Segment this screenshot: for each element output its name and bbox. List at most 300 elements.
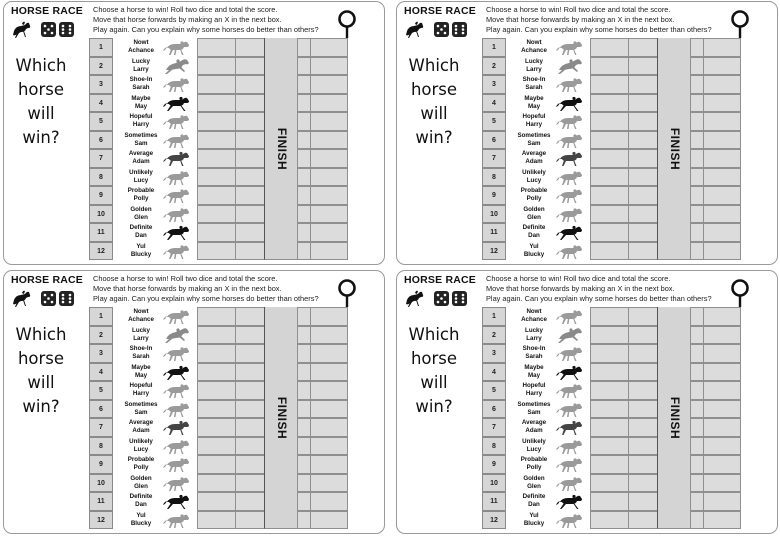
track-box[interactable] xyxy=(310,344,349,363)
track-box[interactable] xyxy=(310,168,349,187)
track-box[interactable] xyxy=(310,57,349,76)
horse-row xyxy=(482,363,744,382)
horse-number: 8 xyxy=(482,437,506,456)
track-box[interactable] xyxy=(590,186,629,205)
track-box[interactable] xyxy=(590,400,629,419)
horse-grey-icon xyxy=(161,132,195,149)
horse-grey-icon xyxy=(161,512,195,529)
track-box[interactable] xyxy=(197,381,236,400)
track-box[interactable] xyxy=(310,205,349,224)
horse-grey-icon xyxy=(161,475,195,492)
track-box[interactable] xyxy=(703,363,742,382)
track-box[interactable] xyxy=(590,344,629,363)
track-box[interactable] xyxy=(590,94,629,113)
horse-row xyxy=(89,474,351,493)
horse-and-dice-icon xyxy=(403,286,483,308)
horse-number: 8 xyxy=(482,168,506,187)
card-title: HORSE RACE xyxy=(404,274,477,286)
track-box[interactable] xyxy=(197,511,236,530)
horse-number: 4 xyxy=(482,94,506,113)
finish-post-icon xyxy=(337,10,357,38)
question-text: Which horse will win? xyxy=(15,56,67,147)
horse-name: Nowt Achance xyxy=(521,308,547,323)
track-box[interactable] xyxy=(197,344,236,363)
track-box[interactable] xyxy=(703,149,742,168)
horse-number: 5 xyxy=(89,112,113,131)
horse-name: Average Adam xyxy=(128,150,154,165)
track-box[interactable] xyxy=(590,223,629,242)
horse-name: Average Adam xyxy=(521,419,547,434)
horse-number: 1 xyxy=(482,38,506,57)
horse-row xyxy=(482,344,744,363)
horse-number: 7 xyxy=(482,418,506,437)
horse-number: 4 xyxy=(89,363,113,382)
horse-row xyxy=(482,112,744,131)
horse-row xyxy=(89,418,351,437)
horse-number: 7 xyxy=(89,149,113,168)
horse-row xyxy=(482,149,744,168)
track-box[interactable] xyxy=(590,474,629,493)
track-box[interactable] xyxy=(590,149,629,168)
horse-row xyxy=(89,149,351,168)
horse-grey-icon xyxy=(554,382,588,399)
race-card-1 xyxy=(3,1,385,265)
horse-row xyxy=(89,492,351,511)
horse-row xyxy=(89,511,351,530)
horse-name: Maybe May xyxy=(131,94,151,110)
horse-name: Unlikely Lucy xyxy=(522,168,546,184)
horse-name: Sometimes Sam xyxy=(517,400,551,416)
track-box[interactable] xyxy=(310,326,349,345)
horse-black-icon xyxy=(161,364,195,381)
horse-row xyxy=(482,307,744,326)
track-box[interactable] xyxy=(590,418,629,437)
horse-name: Hopeful Harry xyxy=(129,113,153,128)
finish-column xyxy=(657,307,691,529)
horse-name: Yul Blucky xyxy=(523,242,545,258)
horse-name: Nowt Achance xyxy=(128,39,154,54)
horse-row xyxy=(482,131,744,150)
track-box[interactable] xyxy=(590,112,629,131)
horse-name: Golden Glen xyxy=(523,474,545,490)
horse-number: 3 xyxy=(482,344,506,363)
track-box[interactable] xyxy=(703,474,742,493)
horse-name: Unlikely Lucy xyxy=(129,437,153,453)
horse-number: 9 xyxy=(482,186,506,205)
horse-row xyxy=(89,168,351,187)
horse-row xyxy=(482,223,744,242)
track-box[interactable] xyxy=(197,75,236,94)
finish-post-icon xyxy=(730,10,750,38)
horse-row xyxy=(482,400,744,419)
track-box[interactable] xyxy=(703,344,742,363)
horse-name: Lucky Larry xyxy=(525,57,543,73)
track-box[interactable] xyxy=(310,75,349,94)
horse-row xyxy=(89,94,351,113)
horse-grey-icon xyxy=(554,308,588,325)
race-card-2 xyxy=(396,1,778,265)
horse-dark-icon xyxy=(554,150,588,167)
horse-row xyxy=(482,455,744,474)
track-box[interactable] xyxy=(590,381,629,400)
track-box[interactable] xyxy=(197,363,236,382)
horse-row xyxy=(482,38,744,57)
horse-dark-icon xyxy=(554,419,588,436)
horse-name: Probable Polly xyxy=(520,187,548,202)
horse-grey-icon xyxy=(554,243,588,260)
horse-and-dice-icon xyxy=(10,17,90,39)
horse-name: Golden Glen xyxy=(130,205,152,221)
track-box[interactable] xyxy=(310,400,349,419)
track-box[interactable] xyxy=(703,326,742,345)
horse-name: Probable Polly xyxy=(127,456,155,471)
track-box[interactable] xyxy=(703,307,742,326)
track-box[interactable] xyxy=(197,242,236,261)
horse-name: Definite Dan xyxy=(522,224,546,239)
question-text: Which horse will win? xyxy=(15,325,67,416)
race-card-4 xyxy=(396,270,778,534)
track-box[interactable] xyxy=(310,131,349,150)
track-box[interactable] xyxy=(310,223,349,242)
track-box[interactable] xyxy=(590,131,629,150)
track-box[interactable] xyxy=(197,186,236,205)
finish-column xyxy=(657,38,691,260)
horse-jump-grey-icon xyxy=(554,58,588,75)
track-box[interactable] xyxy=(197,223,236,242)
horse-row xyxy=(89,38,351,57)
horse-row xyxy=(89,381,351,400)
track-box[interactable] xyxy=(590,205,629,224)
track-box[interactable] xyxy=(310,307,349,326)
track-box[interactable] xyxy=(590,242,629,261)
horse-number: 2 xyxy=(89,57,113,76)
track-box[interactable] xyxy=(590,326,629,345)
horse-row xyxy=(482,168,744,187)
track-box[interactable] xyxy=(310,492,349,511)
horse-name: Lucky Larry xyxy=(525,326,543,342)
horse-name: Nowt Achance xyxy=(521,39,547,54)
track-box[interactable] xyxy=(197,205,236,224)
track-box[interactable] xyxy=(703,492,742,511)
card-title: HORSE RACE xyxy=(11,274,84,286)
track-box[interactable] xyxy=(703,437,742,456)
horse-name: Shoe-In Sarah xyxy=(522,76,546,91)
track-box[interactable] xyxy=(590,57,629,76)
horse-number: 11 xyxy=(482,492,506,511)
horse-name: Golden Glen xyxy=(130,474,152,490)
horse-number: 3 xyxy=(482,75,506,94)
horse-row xyxy=(482,418,744,437)
horse-row xyxy=(482,242,744,261)
track-box[interactable] xyxy=(197,418,236,437)
horse-row xyxy=(89,363,351,382)
track-box[interactable] xyxy=(197,38,236,57)
horse-name: Definite Dan xyxy=(522,493,546,508)
horse-row xyxy=(89,205,351,224)
horse-name: Golden Glen xyxy=(523,205,545,221)
horse-name: Yul Blucky xyxy=(523,511,545,527)
track-box[interactable] xyxy=(310,437,349,456)
horse-grey-icon xyxy=(554,512,588,529)
horse-row xyxy=(89,223,351,242)
track-box[interactable] xyxy=(197,326,236,345)
horse-name: Sometimes Sam xyxy=(517,131,551,147)
horse-row xyxy=(482,75,744,94)
horse-number: 12 xyxy=(89,511,113,530)
track-box[interactable] xyxy=(590,307,629,326)
finish-label: FINISH xyxy=(275,396,289,440)
track-box[interactable] xyxy=(197,400,236,419)
horse-grey-icon xyxy=(161,169,195,186)
horse-name: Definite Dan xyxy=(129,224,153,239)
horse-grey-icon xyxy=(161,243,195,260)
horse-number: 1 xyxy=(482,307,506,326)
track-box[interactable] xyxy=(310,511,349,530)
finish-column xyxy=(264,38,298,260)
horse-grey-icon xyxy=(161,187,195,204)
track-box[interactable] xyxy=(310,474,349,493)
horse-and-dice-icon xyxy=(10,286,90,308)
track-box[interactable] xyxy=(703,94,742,113)
horse-number: 10 xyxy=(89,474,113,493)
track-box[interactable] xyxy=(197,57,236,76)
track-box[interactable] xyxy=(703,131,742,150)
horse-grey-icon xyxy=(554,345,588,362)
horse-grey-icon xyxy=(554,113,588,130)
card-title: HORSE RACE xyxy=(11,5,84,17)
horse-black-icon xyxy=(554,224,588,241)
horse-row xyxy=(482,57,744,76)
horse-number: 6 xyxy=(482,131,506,150)
horse-grey-icon xyxy=(161,438,195,455)
horse-number: 3 xyxy=(89,344,113,363)
horse-grey-icon xyxy=(161,308,195,325)
track-box[interactable] xyxy=(197,492,236,511)
track-box[interactable] xyxy=(197,112,236,131)
horse-grey-icon xyxy=(161,345,195,362)
horse-number: 6 xyxy=(89,131,113,150)
track-box[interactable] xyxy=(310,242,349,261)
finish-label: FINISH xyxy=(668,396,682,440)
track-box[interactable] xyxy=(590,455,629,474)
horse-number: 10 xyxy=(482,474,506,493)
horse-black-icon xyxy=(554,493,588,510)
horse-grey-icon xyxy=(554,401,588,418)
horse-number: 10 xyxy=(89,205,113,224)
horse-name: Maybe May xyxy=(524,363,544,379)
horse-number: 8 xyxy=(89,168,113,187)
track-box[interactable] xyxy=(703,242,742,261)
horse-number: 11 xyxy=(89,223,113,242)
horse-number: 11 xyxy=(89,492,113,511)
track-box[interactable] xyxy=(590,437,629,456)
race-card-3 xyxy=(3,270,385,534)
horse-name: Nowt Achance xyxy=(128,308,154,323)
track-box[interactable] xyxy=(590,363,629,382)
horse-number: 1 xyxy=(89,38,113,57)
horse-name: Maybe May xyxy=(131,363,151,379)
horse-black-icon xyxy=(554,95,588,112)
horse-row xyxy=(89,186,351,205)
horse-row xyxy=(482,381,744,400)
horse-name: Lucky Larry xyxy=(132,57,150,73)
horse-black-icon xyxy=(554,364,588,381)
horse-name: Unlikely Lucy xyxy=(129,168,153,184)
horse-name: Sometimes Sam xyxy=(124,131,158,147)
horse-number: 7 xyxy=(482,149,506,168)
horse-row xyxy=(482,437,744,456)
horse-number: 2 xyxy=(89,326,113,345)
track-box[interactable] xyxy=(703,400,742,419)
track-box[interactable] xyxy=(590,511,629,530)
track-box[interactable] xyxy=(310,418,349,437)
horse-grey-icon xyxy=(554,456,588,473)
horse-row xyxy=(89,400,351,419)
track-box[interactable] xyxy=(703,381,742,400)
horse-number: 9 xyxy=(89,186,113,205)
horse-name: Unlikely Lucy xyxy=(522,437,546,453)
horse-number: 4 xyxy=(482,363,506,382)
question-text: Which horse will win? xyxy=(408,325,460,416)
horse-row xyxy=(89,326,351,345)
question-text: Which horse will win? xyxy=(408,56,460,147)
horse-name: Shoe-In Sarah xyxy=(129,76,153,91)
track-box[interactable] xyxy=(310,149,349,168)
horse-name: Average Adam xyxy=(521,150,547,165)
horse-jump-grey-icon xyxy=(161,327,195,344)
horse-jump-grey-icon xyxy=(554,327,588,344)
horse-number: 6 xyxy=(89,400,113,419)
track-box[interactable] xyxy=(197,94,236,113)
track-box[interactable] xyxy=(197,149,236,168)
track-box[interactable] xyxy=(310,455,349,474)
horse-grey-icon xyxy=(161,456,195,473)
horse-number: 4 xyxy=(89,94,113,113)
horse-black-icon xyxy=(161,493,195,510)
horse-name: Shoe-In Sarah xyxy=(522,345,546,360)
horse-row xyxy=(482,474,744,493)
horse-name: Hopeful Harry xyxy=(129,382,153,397)
track-box[interactable] xyxy=(703,186,742,205)
horse-name: Yul Blucky xyxy=(130,242,152,258)
horse-grey-icon xyxy=(554,206,588,223)
horse-black-icon xyxy=(161,95,195,112)
horse-row xyxy=(89,307,351,326)
horse-and-dice-icon xyxy=(403,17,483,39)
track-box[interactable] xyxy=(703,57,742,76)
horse-black-icon xyxy=(161,224,195,241)
horse-grey-icon xyxy=(554,438,588,455)
track-box[interactable] xyxy=(310,94,349,113)
horse-name: Hopeful Harry xyxy=(522,113,546,128)
horse-number: 6 xyxy=(482,400,506,419)
horse-number: 12 xyxy=(89,242,113,261)
horse-number: 7 xyxy=(89,418,113,437)
horse-row xyxy=(89,344,351,363)
horse-grey-icon xyxy=(554,187,588,204)
horse-number: 5 xyxy=(89,381,113,400)
track-box[interactable] xyxy=(197,168,236,187)
track-box[interactable] xyxy=(703,418,742,437)
horse-dark-icon xyxy=(161,419,195,436)
horse-grey-icon xyxy=(161,76,195,93)
horse-dark-icon xyxy=(161,150,195,167)
card-title: HORSE RACE xyxy=(404,5,477,17)
horse-number: 2 xyxy=(482,326,506,345)
horse-jump-grey-icon xyxy=(161,58,195,75)
instructions: Choose a horse to win! Roll two dice and total the score. Move that horse forwards by making an X in the next box. Play again. Can you explain why some horses do better than others? xyxy=(486,274,712,304)
track-box[interactable] xyxy=(310,363,349,382)
horse-row xyxy=(89,437,351,456)
horse-name: Probable Polly xyxy=(520,456,548,471)
horse-number: 12 xyxy=(482,511,506,530)
track-box[interactable] xyxy=(197,455,236,474)
horse-row xyxy=(89,112,351,131)
track-box[interactable] xyxy=(590,75,629,94)
finish-column xyxy=(264,307,298,529)
horse-number: 11 xyxy=(482,223,506,242)
track-box[interactable] xyxy=(310,381,349,400)
horse-number: 8 xyxy=(89,437,113,456)
horse-number: 2 xyxy=(482,57,506,76)
track-box[interactable] xyxy=(703,38,742,57)
track-box[interactable] xyxy=(197,437,236,456)
horse-grey-icon xyxy=(554,76,588,93)
track-box[interactable] xyxy=(590,492,629,511)
horse-number: 10 xyxy=(482,205,506,224)
horse-number: 9 xyxy=(89,455,113,474)
track-box[interactable] xyxy=(703,205,742,224)
horse-row xyxy=(482,326,744,345)
finish-label: FINISH xyxy=(668,127,682,171)
horse-name: Shoe-In Sarah xyxy=(129,345,153,360)
horse-grey-icon xyxy=(554,132,588,149)
track-box[interactable] xyxy=(703,223,742,242)
horse-number: 3 xyxy=(89,75,113,94)
track-box[interactable] xyxy=(197,307,236,326)
horse-name: Maybe May xyxy=(524,94,544,110)
horse-row xyxy=(89,57,351,76)
instructions: Choose a horse to win! Roll two dice and total the score. Move that horse forwards by making an X in the next box. Play again. Can you explain why some horses do better than others? xyxy=(486,5,712,35)
track-box[interactable] xyxy=(590,38,629,57)
track-box[interactable] xyxy=(703,511,742,530)
horse-name: Definite Dan xyxy=(129,493,153,508)
horse-row xyxy=(89,75,351,94)
horse-row xyxy=(482,94,744,113)
horse-number: 5 xyxy=(482,112,506,131)
horse-name: Hopeful Harry xyxy=(522,382,546,397)
track-box[interactable] xyxy=(310,112,349,131)
finish-label: FINISH xyxy=(275,127,289,171)
horse-row xyxy=(89,131,351,150)
track-box[interactable] xyxy=(590,168,629,187)
track-box[interactable] xyxy=(310,38,349,57)
track-box[interactable] xyxy=(703,112,742,131)
track-box[interactable] xyxy=(703,75,742,94)
track-box[interactable] xyxy=(197,131,236,150)
horse-name: Lucky Larry xyxy=(132,326,150,342)
horse-row xyxy=(482,205,744,224)
horse-grey-icon xyxy=(161,39,195,56)
horse-grey-icon xyxy=(554,39,588,56)
horse-row xyxy=(482,186,744,205)
track-box[interactable] xyxy=(310,186,349,205)
track-box[interactable] xyxy=(703,455,742,474)
horse-grey-icon xyxy=(161,401,195,418)
horse-name: Average Adam xyxy=(128,419,154,434)
track-box[interactable] xyxy=(703,168,742,187)
track-box[interactable] xyxy=(197,474,236,493)
